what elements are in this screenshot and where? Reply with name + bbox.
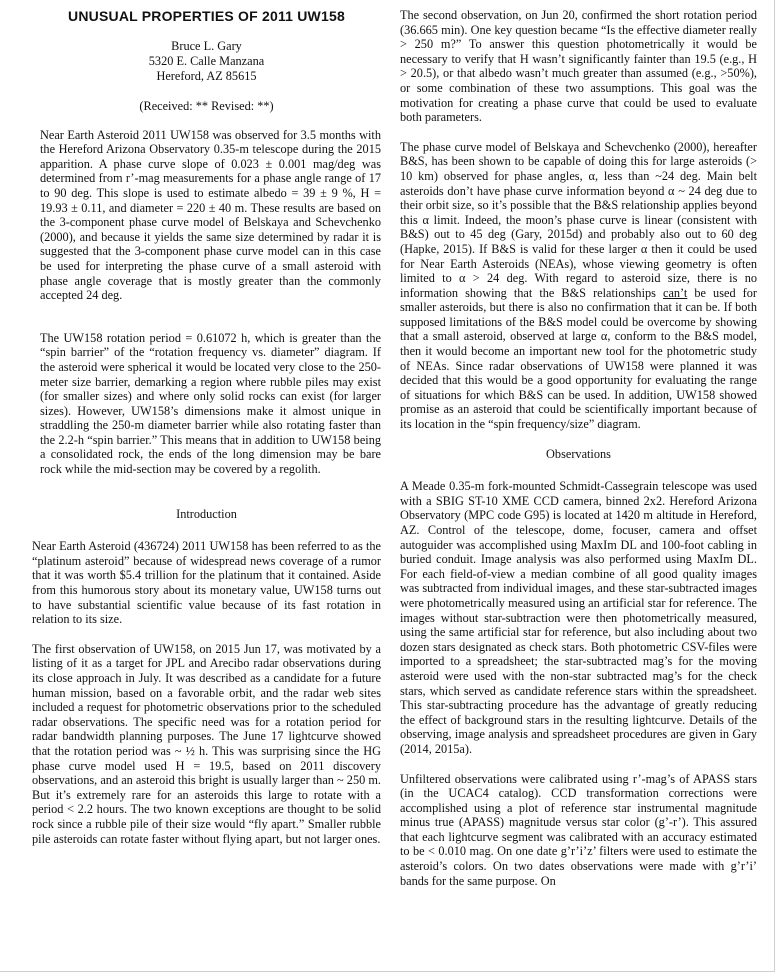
phase-curve-text-b: be used for smaller asteroids, but there is also no confirmation that it can be. If both supposed limitations of the B&S model could be overcome by showing that a small asteroid, observed at large α, conform to the B&S model, then it would become an important new tool for the photometric study of NEAs. Since radar observations of UW158 were planned it was decided that this would be a good opportunity for evaluating the range of situations for which B&S can be used. In addition, UW158 showed promise as an asteroid that could be scientifically important because of its location in the “spin frequency/size” diagram. bbox=[400, 285, 757, 432]
intro-paragraph-2: The first observation of UW158, on 2015 Jun 17, was motivated by a listing of it as a target for JPL and Arecibo radar observations during its close approach in July. It was described as a candidate for a future human mission, based on a favorable orbit, and the radar web sites included a request for photometric observations prior to the scheduled radar observations. The specific need was for a rotation period for radar bandwidth planning purposes. The June 17 lightcurve showed that the rotation period was ~ ½ h. This was surprising since the HG phase curve model used H = 19.5, based on 2011 discovery observations, and an asteroid this bright is usually larger than ~ 250 m. But it’s extremely rare for an asteroids this large to rotate with a period < 2.2 hours. The two known exceptions are thought to be solid rock since a rubble pile of their size would “fly apart.” Smaller rubble pile asteroids can rotate faster without flying apart, but not larger ones. bbox=[32, 641, 381, 846]
body-paragraph-second-observation: The second observation, on Jun 20, confirmed the short rotation period (36.665 min). One key question became “Is the effective diameter really > 250 m?” To answer this question photometrically it would be necessary to verify that H wasn’t significantly fainter than 19.5 (e.g., H > 20.5), or that albedo wasn’t much greater than assumed (e.g., >50%), or some combination of these two assumptions. This goal was the motivation for creating a phase curve that could be used to evaluate both parameters. bbox=[400, 8, 757, 125]
author-city: Hereford, AZ 85615 bbox=[156, 69, 257, 83]
author-name: Bruce L. Gary bbox=[171, 39, 242, 53]
observations-paragraph-2: Unfiltered observations were calibrated using r’-mag’s of APASS stars (in the UCAC4 catalog). CCD transformation corrections were accomplished using a plot of reference star instrumental magnitude minus true (APASS) magnitude versus star color (g’-r’). This assured that each lightcurve segment was calibrated with an accuracy estimated to be < 0.010 mag. On one date g’r’i’z’ filters were used to estimate the asteroid’s colors. On two dates observations were made with g’r’i’ bands for the same purpose. On bbox=[400, 771, 757, 888]
paper-title: UNUSUAL PROPERTIES OF 2011 UW158 bbox=[68, 8, 345, 24]
right-column bbox=[400, 8, 757, 967]
left-column bbox=[32, 8, 381, 967]
body-paragraph-phase-curve bbox=[400, 140, 757, 432]
section-heading-observations: Observations bbox=[546, 446, 611, 461]
observations-paragraph-1: A Meade 0.35-m fork-mounted Schmidt-Cassegrain telescope was used with a SBIG ST-10 XME CCD camera, binned 2x2. Hereford Arizona Observatory (MPC code G95) is located at 1420 m altitude in Hereford, AZ. Control of the telescope, dome, focuser, camera and offset autoguider was accomplished using MaxIm DL and 100-foot cabling in buried conduit. Image analysis was also performed using MaxIm DL. For each field-of-view a median combine of all good quality images was subtracted from individual images, and these star-subtracted images were photometrically measured using an artificial star for reference. The images without star-subtraction were then photometrically measured, using the same artificial star for reference, but also including about two dozen stars designated as check stars. Both photometric CSV-files were imported to a spreadsheet; the star-subtracted mag’s for the moving asteroid were used with the non-star subtracted mag’s for the check stars, which served as candidate reference stars within the spreadsheet. This star-subtracting procedure has the advantage of greatly reducing the effect of background stars in the resulting lightcurve. Details of the observing, image analysis and spreadsheet procedures are given in Gary (2014, 2015a). bbox=[400, 479, 757, 756]
abstract-paragraph-1: Near Earth Asteroid 2011 UW158 was observed for 3.5 months with the Hereford Arizona Observatory 0.35-m telescope during the 2015 apparition. A phase curve slope of 0.023 ± 0.001 mag/deg was determined from r’-mag measurements for a phase angle range of 17 to 90 deg. This slope is used to estimate albedo = 39 ± 9 %, H = 19.93 ± 0.11, and diameter = 220 ± 40 m. These results are based on the 3-component phase curve model of Belskaya and Schevchenko (2000), and because it yields the same size determined by radar it is suggested that the 3-component phase curve model can in this case be used for interpreting the phase curve of a small asteroid with phase angle coverage that is mostly greater than the commonly accepted 24 deg. bbox=[40, 127, 381, 303]
intro-paragraph-1: Near Earth Asteroid (436724) 2011 UW158 has been referred to as the “platinum asteroid” because of widespread news coverage of a rumor that it was worth $5.4 trillion for the platinum that it contained. Aside from this humorous story about its monetary value, UW158 turns out to have substantial scientific value because of its fast rotation in relation to its size. bbox=[32, 539, 381, 627]
author-block bbox=[32, 39, 381, 84]
cant-underlined: can’t bbox=[662, 285, 688, 300]
phase-curve-text-a: The phase curve model of Belskaya and Schevchenko (2000), hereafter B&S, has been shown to be capable of doing this for large asteroids (> 10 km) observed for phase angles, α, less than ~24 deg. Main belt asteroids don’t have phase curve information beyond α ~ 24 deg due to their orbit size, so it’s possible that the B&S relationship applies beyond this α limit. Indeed, the moon’s phase curve is linear (consistent with B&S) out to 45 deg (Gary, 2015d) and probably also out to 60 deg (Hapke, 2015). If B&S is valid for these larger α then it could be used for Near Earth Asteroids (NEAs), whose viewing geometry is often limited to α > 24 deg. With regard to asteroid size, there is no information showing that the B&S relationships bbox=[400, 139, 757, 300]
abstract-paragraph-2: The UW158 rotation period = 0.61072 h, which is greater than the “spin barrier” of the “rotation frequency vs. diameter” diagram. If the asteroid were spherical it would be located very close to the 250-meter size barrier, demarking a region where rubble piles may exist (for smaller sizes) and where only solid rocks can exist (for larger sizes). However, UW158’s dimensions make it almost unique in straddling the 250-m diameter barrier while also rotating faster than the 2.2-h “spin barrier.” This means that in addition to UW158 being a consolidated rock, the ends of the long dimension may be bare rock while the mid-section may be covered by a regolith. bbox=[40, 330, 381, 477]
section-heading-introduction: Introduction bbox=[176, 506, 237, 521]
author-street: 5320 E. Calle Manzana bbox=[148, 54, 265, 68]
received-line: (Received: ** Revised: **) bbox=[139, 99, 274, 113]
